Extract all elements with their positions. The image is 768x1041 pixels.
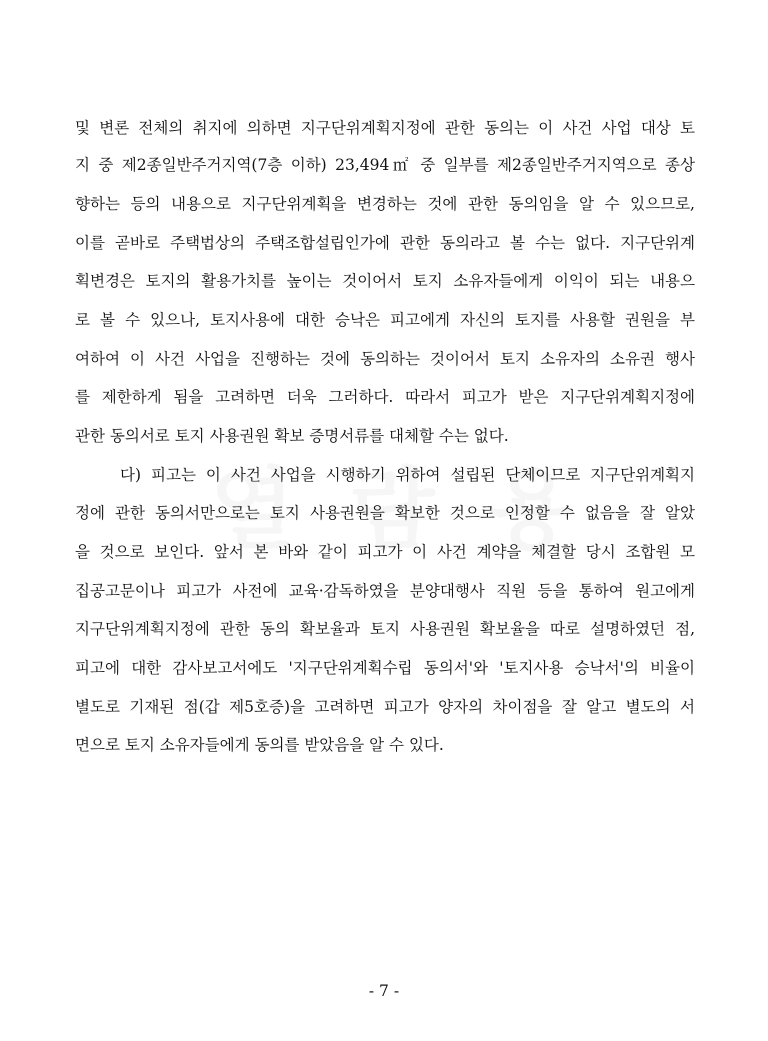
text-line: 여하여 이 사건 사업을 진행하는 것에 동의하는 것이어서 토지 소유자의 소유권 행사 (75, 350, 695, 368)
text-line: 을 것으로 보인다. 앞서 본 바와 같이 피고가 이 사건 계약을 체결할 당시 조합원 모 (75, 543, 695, 561)
text-line: 집공고문이나 피고가 사전에 교육·감독하였을 분양대행사 직원 등을 통하여 원고에게 (75, 582, 695, 600)
text-line: 이를 곧바로 주택법상의 주택조합설립인가에 관한 동의라고 볼 수는 없다. 지구단위계 (75, 234, 695, 252)
text-line: 및 변론 전체의 취지에 의하면 지구단위계획지정에 관한 동의는 이 사건 사업 대상 토 (75, 119, 695, 137)
text-line: 정에 관한 동의서만으로는 토지 사용권원을 확보한 것으로 인정할 수 없음을 잘 알았 (75, 504, 695, 522)
text-line: 지 중 제2종일반주거지역(7층 이하) 23,494㎡ 중 일부를 제2종일반주거지역으로 종상 (75, 156, 695, 174)
text-line: 다) 피고는 이 사건 사업을 시행하기 위하여 설립된 단체이므로 지구단위계획지 (120, 466, 695, 484)
text-line: 관한 동의서로 토지 사용권원 확보 증명서류를 대체할 수는 없다. (75, 427, 509, 445)
text-line: 면으로 토지 소유자들에게 동의를 받았음을 알 수 있다. (75, 736, 444, 754)
text-line: 획변경은 토지의 활용가치를 높이는 것이어서 토지 소유자들에게 이익이 되는 내용으 (75, 272, 695, 290)
text-line: 별도로 기재된 점(갑 제5호증)을 고려하면 피고가 양자의 차이점을 잘 알고 별도의 서 (75, 698, 695, 716)
text-line: 피고에 대한 감사보고서에도 '지구단위계획수립 동의서'와 '토지사용 승낙서'의 비율이 (75, 659, 695, 677)
text-line: 를 제한하게 됨을 고려하면 더욱 그러하다. 따라서 피고가 받은 지구단위계획지정에 (75, 388, 695, 406)
text-line: 로 볼 수 있으나, 토지사용에 대한 승낙은 피고에게 자신의 토지를 사용할 권원을 부 (75, 311, 695, 329)
page-number: - 7 - (368, 982, 400, 1000)
text-line: 지구단위계획지정에 관한 동의 확보율과 토지 사용권원 확보율을 따로 설명하였던 점, (75, 620, 695, 638)
text-line: 향하는 등의 내용으로 지구단위계획을 변경하는 것에 관한 동의임을 알 수 있으므로, (75, 195, 695, 213)
